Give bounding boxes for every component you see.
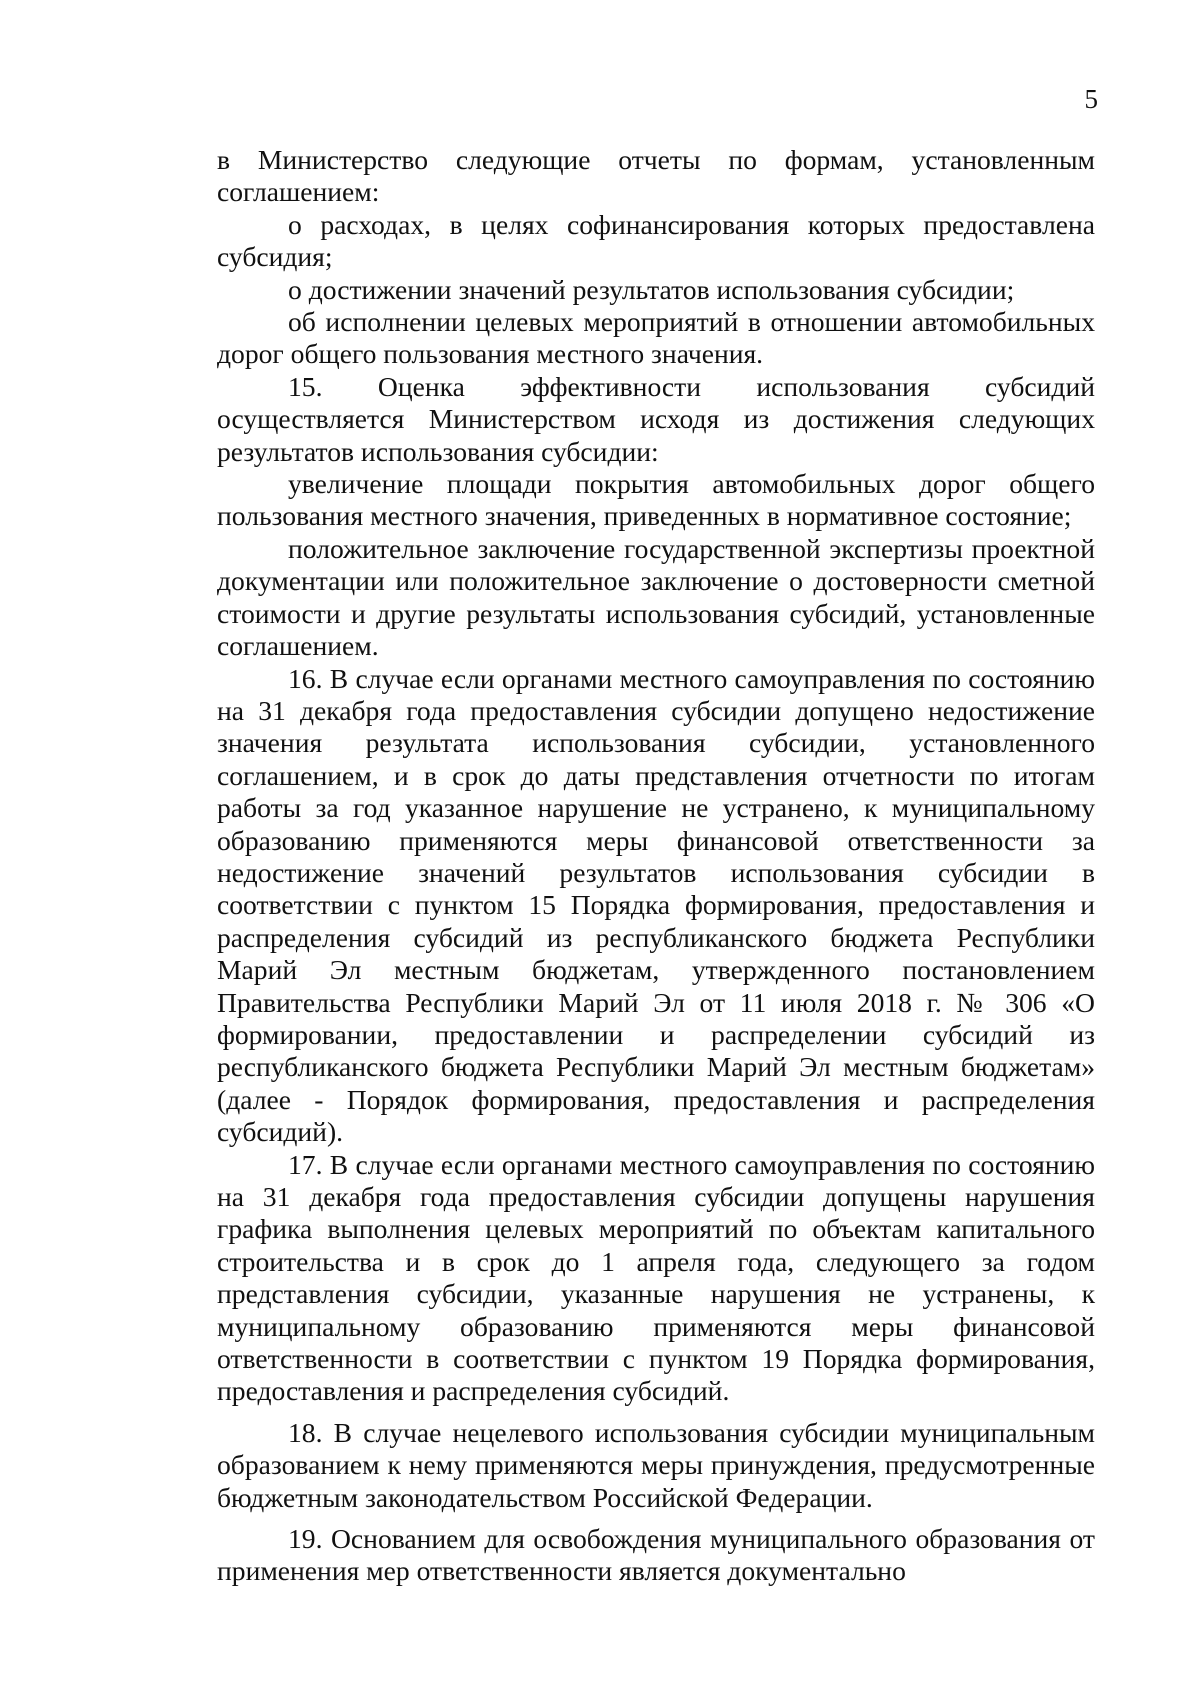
paragraph-17: 17. В случае если органами местного самоуправления по состоянию на 31 декабря года предоставления субсидии допущены нарушения графика выполнения целевых мероприятий по объектам капитального строительства и в срок до 1 апреля года, следующего за годом представления субсидии, указанные нарушения не устранены, к муниципальному образованию применяются меры финансовой ответственности в соответствии с пунктом 19 Порядка формирования, предоставления и распределения субсидий. [217,1148,1095,1407]
paragraph-report-results: о достижении значений результатов использования субсидии; [288,273,1015,305]
paragraph-15-result-area: увеличение площади покрытия автомобильных дорог общего пользования местного значения, приведенных в нормативное состояние; [217,468,1095,532]
paragraph-report-roads: об исполнении целевых мероприятий в отношении автомобильных дорог общего пользования местного значения. [217,306,1095,370]
paragraph-report-expenses: о расходах, в целях софинансирования которых предоставлена субсидия; [217,208,1095,273]
paragraph-16: 16. В случае если органами местного самоуправления по состоянию на 31 декабря года предоставления субсидии допущено недостижение значения результата использования субсидии, установленного соглашением, и в срок до даты представления отчетности по итогам работы за год указанное нарушение не устранено, к муниципальному образованию применяются меры финансовой ответственности за недостижение значений результатов использования субсидии в соответствии с пунктом 15 Порядка формирования, предоставления и распределения субсидий из республиканского бюджета Республики Марий Эл местным бюджетам, утвержденного постановлением Правительства Республики Марий Эл от 11 июля 2018 г. № 306 «О формировании, предоставлении и распределении субсидий из республиканского бюджета Республики Марий Эл местным бюджетам» (далее - Порядок формирования, предоставления и распределения субсидий). [217,662,1095,1148]
page-number: 5 [1084,84,1098,114]
paragraph-19: 19. Основанием для освобождения муниципального образования от применения мер ответственности является документально [217,1523,1095,1587]
paragraph-15: 15. Оценка эффективности использования субсидий осуществляется Министерством исходя из достижения следующих результатов использования субсидии: [217,370,1095,467]
paragraph-15-result-expertise: положительное заключение государственной экспертизы проектной документации или положительное заключение о достоверности сметной стоимости и другие результаты использования субсидий, установленные соглашением. [217,532,1095,662]
paragraph-reports-intro: в Министерство следующие отчеты по формам, установленным соглашением: [217,144,1095,208]
document-body [217,144,1095,1588]
paragraph-18: 18. В случае нецелевого использования субсидии муниципальным образованием к нему применяются меры принуждения, предусмотренные бюджетным законодательством Российской Федерации. [217,1416,1095,1513]
